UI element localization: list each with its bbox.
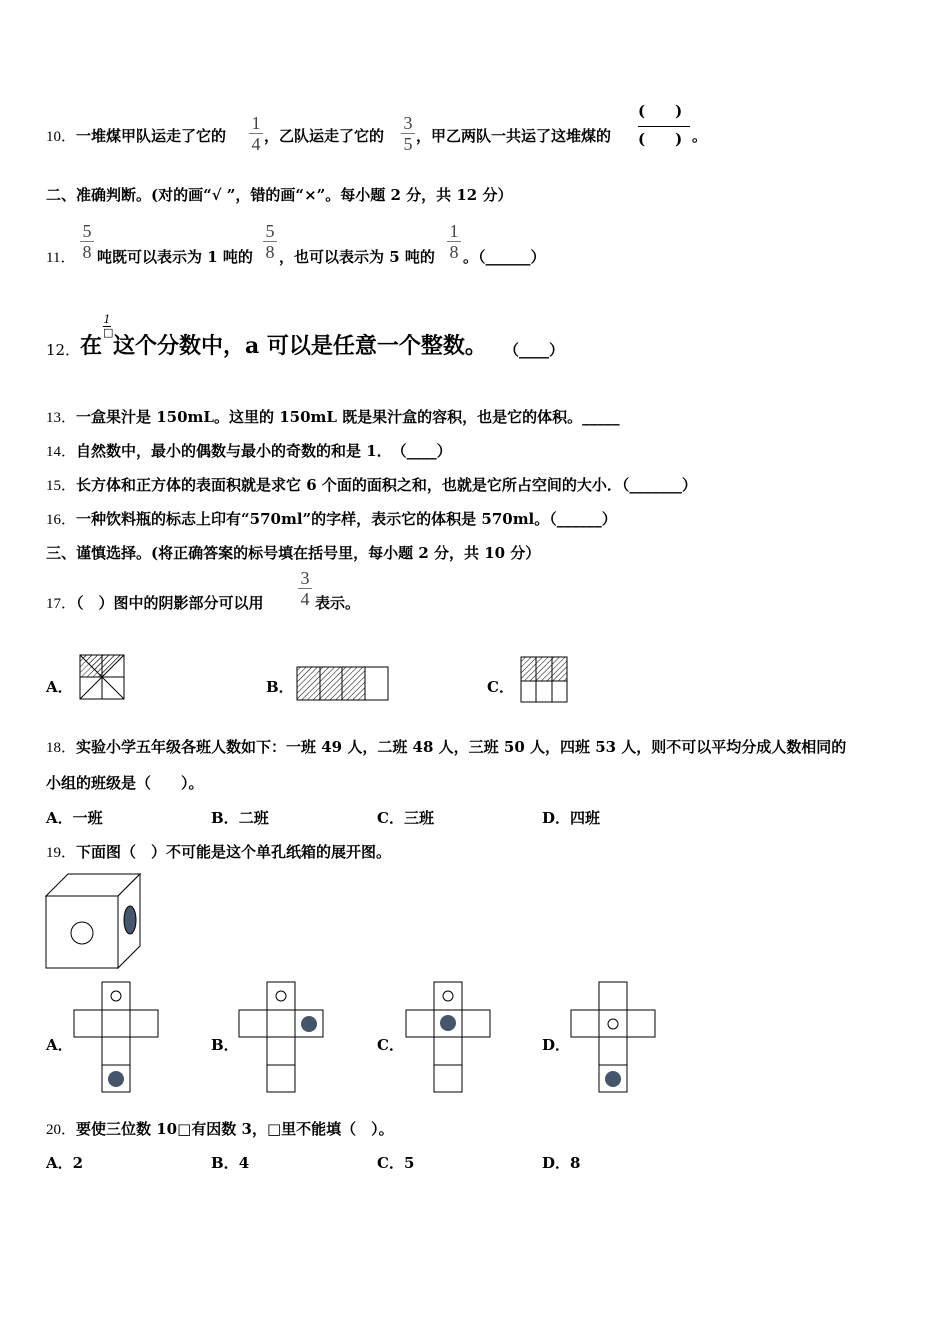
q15-number: 15． xyxy=(46,478,77,494)
q11-text-3[interactable]: 。（______） xyxy=(463,248,546,266)
q10-fraction-2-denominator: 5 xyxy=(403,134,413,154)
q19-cube-figure xyxy=(46,874,140,968)
q20-option-a-text: 2 xyxy=(72,1154,84,1172)
q11-fraction-3-numerator: 1 xyxy=(449,221,459,241)
q13-text: 一盒果汁是 150mL。这里的 150mL 既是果汁盒的容积，也是它的体积。_____ xyxy=(76,408,620,426)
q20-option-d[interactable] xyxy=(542,1153,580,1173)
q12-lead: 在 xyxy=(80,333,103,359)
q18-number: 18． xyxy=(46,740,77,756)
q18-option-a[interactable] xyxy=(46,808,103,828)
q11-fraction-2-denominator: 8 xyxy=(265,242,275,262)
q20-option-c-text: 5 xyxy=(403,1154,415,1172)
q17-fraction-numerator: 3 xyxy=(300,568,310,588)
q17-figure-c xyxy=(521,657,567,702)
q13-number: 13． xyxy=(46,410,77,426)
q18-line-2: 小组的班级是（ ）。 xyxy=(46,774,204,792)
q19-option-a-label[interactable]: A． xyxy=(46,1036,73,1054)
q12-small-fraction-numerator: 1 xyxy=(103,313,111,326)
q10-fraction-2-numerator: 3 xyxy=(403,113,413,133)
q19-line xyxy=(46,842,391,863)
q20-option-b[interactable] xyxy=(211,1153,249,1173)
q10-text-1: 一堆煤甲队运走了它的 xyxy=(76,127,227,145)
q11-text-2: ，也可以表示为 5 吨的 xyxy=(279,248,435,266)
q18-option-d-text: 四班 xyxy=(570,809,601,827)
q18-option-c-text: 三班 xyxy=(403,809,434,827)
q20-option-d-text: 8 xyxy=(570,1154,581,1172)
q18-option-b[interactable] xyxy=(211,808,269,828)
q18-option-d-label: D． xyxy=(542,809,571,827)
q20-option-b-label: B． xyxy=(211,1154,239,1172)
q20-option-a-label: A． xyxy=(46,1154,73,1172)
q10-fraction-1-denominator: 4 xyxy=(251,134,261,154)
q20-option-b-text: 4 xyxy=(238,1154,250,1172)
section-2-heading: 二、准确判断。(对的画“√ ”，错的画“×”。每小题 2 分，共 12 分） xyxy=(46,186,513,204)
q20-line xyxy=(46,1119,394,1140)
q18-option-d[interactable] xyxy=(542,808,600,828)
q17-figure-b xyxy=(297,667,388,700)
q17-fraction-denominator: 4 xyxy=(300,589,310,609)
q19-number: 19． xyxy=(46,845,77,861)
q16-number: 16． xyxy=(46,512,77,528)
q19-text: 下面图（ ）不可能是这个单孔纸箱的展开图。 xyxy=(76,843,392,861)
q19-option-b-label[interactable]: B． xyxy=(211,1036,239,1054)
q18-option-b-text: 二班 xyxy=(238,809,269,827)
q10-text-2: ，乙队运走了它的 xyxy=(264,127,385,145)
q12-small-fraction-denominator: □ xyxy=(103,326,114,339)
q19-net-a xyxy=(74,982,158,1092)
q10-fraction-1-numerator: 1 xyxy=(251,113,261,133)
q18-text-1: 实验小学五年级各班人数如下：一班 49 人，二班 48 人，三班 50 人，四班 53 人，则不可以平均分成人数相同的 xyxy=(76,738,847,756)
q17-option-b-label[interactable]: B． xyxy=(266,678,294,696)
q18-option-a-text: 一班 xyxy=(72,809,103,827)
q17-option-c-label[interactable]: C． xyxy=(487,678,514,696)
q10-end: 。 xyxy=(692,127,708,145)
q19-option-c-label[interactable]: C． xyxy=(377,1036,404,1054)
q15-text: 长方体和正方体的表面积就是求它 6 个面的面积之和，也就是它所占空间的大小．（_______） xyxy=(76,476,697,494)
q14-text: 自然数中，最小的偶数与最小的奇数的和是 1． （____） xyxy=(76,442,452,460)
q19-option-d-label[interactable]: D． xyxy=(542,1036,571,1054)
q10-answer-bottom[interactable]: ( ) xyxy=(638,130,683,148)
q12-text: 这个分数中，a 可以是任意一个整数。 xyxy=(113,333,487,359)
q20-option-c-label: C． xyxy=(377,1154,404,1172)
q18-line-1 xyxy=(46,737,846,758)
q14-number: 14． xyxy=(46,444,77,460)
q11-fraction-1-denominator: 8 xyxy=(82,242,92,262)
q11-fraction-3-denominator: 8 xyxy=(449,242,459,262)
q20-option-d-label: D． xyxy=(542,1154,571,1172)
q17-text-2: 表示。 xyxy=(315,594,361,612)
q11-number: 11． xyxy=(46,250,76,266)
q19-net-b xyxy=(239,982,323,1092)
q11-fraction-2-numerator: 5 xyxy=(265,221,275,241)
q18-option-c[interactable] xyxy=(377,808,434,828)
q20-text: 要使三位数 10□有因数 3，□里不能填（ ）。 xyxy=(76,1120,394,1138)
q10-answer-top[interactable]: ( ) xyxy=(638,102,683,120)
q11-text-1: 吨既可以表示为 1 吨的 xyxy=(97,248,253,266)
q17-option-a-label[interactable]: A． xyxy=(46,678,73,696)
q10-text-3: ，甲乙两队一共运了这堆煤的 xyxy=(416,127,612,145)
q17-text-1: （ ）图中的阴影部分可以用 xyxy=(76,594,264,612)
q19-net-d xyxy=(571,982,655,1092)
q18-option-b-label: B． xyxy=(211,809,239,827)
q17-figure-a xyxy=(80,655,124,699)
q10-number: 10． xyxy=(46,129,77,145)
q16-text: 一种饮料瓶的标志上印有“570ml”的字样，表示它的体积是 570ml。（______） xyxy=(76,510,617,528)
q18-option-a-label: A． xyxy=(46,809,73,827)
q12-blank[interactable]: （____） xyxy=(504,341,565,359)
section-3-heading: 三、谨慎选择。(将正确答案的标号填在括号里，每小题 2 分，共 10 分） xyxy=(46,544,541,562)
q20-number: 20． xyxy=(46,1122,77,1138)
q19-net-c xyxy=(406,982,490,1092)
q20-option-a[interactable] xyxy=(46,1153,83,1173)
q11-fraction-1-numerator: 5 xyxy=(82,221,92,241)
q20-option-c[interactable] xyxy=(377,1153,414,1173)
q12-number: 12． xyxy=(46,341,81,359)
q18-option-c-label: C． xyxy=(377,809,404,827)
q17-number: 17． xyxy=(46,596,77,612)
